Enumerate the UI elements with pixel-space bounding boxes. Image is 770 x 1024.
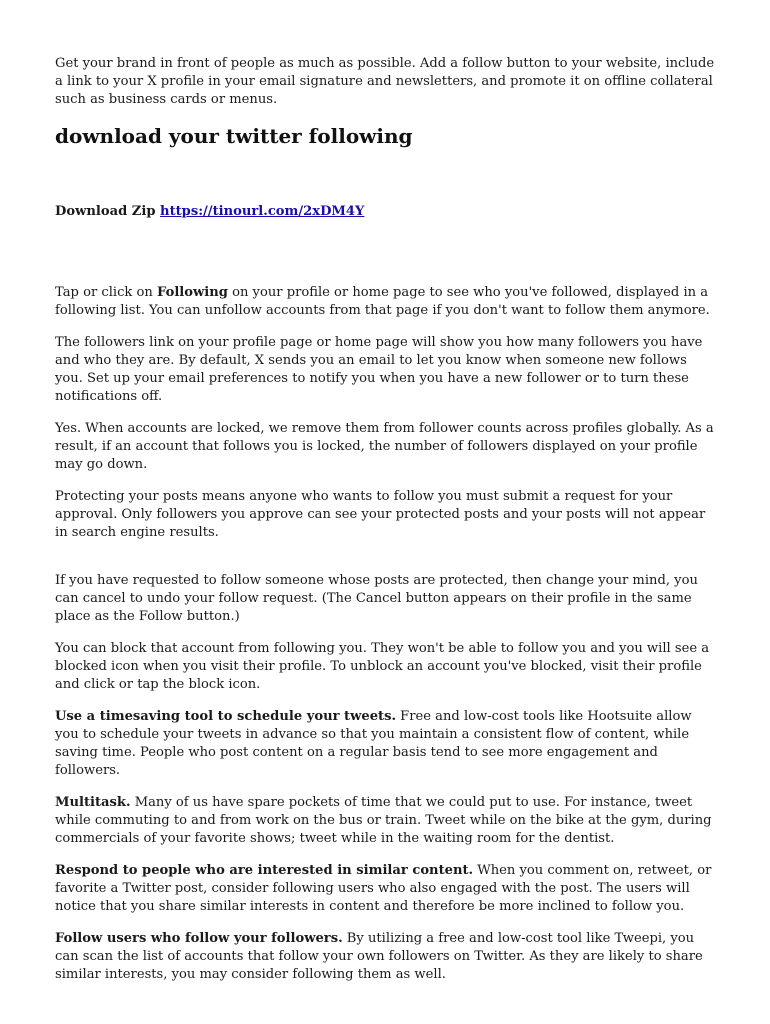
following-term: Following [157,285,228,300]
tip-follow-followers-of-followers [55,930,717,984]
paragraph-protected-posts: Protecting your posts means anyone who wants to follow you must submit a request for your approval. Only followers you approve can see your protected posts and your posts will not appear in search engine results. [55,489,706,540]
download-label: Download Zip [55,204,156,219]
tip-text: Free and low-cost tools like Hootsuite allow you to schedule your tweets in advance so that you maintain a consistent flow of content, while saving time. People who post content on a regular basis tend to see more engagement and followers. [55,709,692,778]
paragraph-text: Tap or click on [55,285,157,300]
paragraph-following [55,284,717,320]
tip-title: Use a timesaving tool to schedule your tweets. [55,709,397,724]
tip-title: Follow users who follow your followers. [55,931,343,946]
tip-schedule-tweets [55,708,717,780]
paragraph-cancel-request: If you have requested to follow someone whose posts are protected, then change your mind, you can cancel to undo your follow request. (The Cancel button appears on their profile in the same place as the Follow button.) [55,573,698,624]
tip-text: When you comment on, retweet, or favorite a Twitter post, consider following users who also engaged with the post. The users will notice that you share similar interests in content and therefore be more inclined to follow you. [55,863,712,914]
page-heading: download your twitter following [55,124,413,148]
tip-title: Respond to people who are interested in similar content. [55,863,474,878]
paragraph-locked-accounts: Yes. When accounts are locked, we remove them from follower counts across profiles globally. As a result, if an account that follows you is locked, the number of followers displayed on your profile may go down. [55,421,714,472]
tip-multitask [55,794,717,848]
download-link[interactable]: https://tinourl.com/2xDM4Y [160,204,365,219]
intro-paragraph: Get your brand in front of people as much as possible. Add a follow button to your website, include a link to your X profile in your email signature and newsletters, and promote it on offline collateral such as business cards or menus. [55,56,715,107]
paragraph-text: on your profile or home page to see who you've followed, displayed in a following list. You can unfollow accounts from that page if you don't want to follow them anymore. [55,285,710,318]
tip-respond-similar-content [55,862,717,916]
tip-text: Many of us have spare pockets of time that we could put to use. For instance, tweet while commuting to and from work on the bus or train. Tweet while on the bike at the gym, during commercials of your favorite shows; tweet while in the waiting room for the dentist. [55,795,712,846]
paragraph-block-account: You can block that account from following you. They won't be able to follow you and you will see a blocked icon when you visit their profile. To unblock an account you've blocked, visit their profile and click or tap the block icon. [55,641,710,692]
document-page [55,55,717,998]
paragraph-followers-link: The followers link on your profile page or home page will show you how many followers you have and who they are. By default, X sends you an email to let you know when someone new follows you. Set up your email preferences to notify you when you have a new follower or to turn these notifications off. [55,335,703,404]
tip-text: By utilizing a free and low-cost tool like Tweepi, you can scan the list of accounts that follow your own followers on Twitter. As they are likely to share similar interests, you may consider following them as well. [55,931,703,982]
tip-title: Multitask. [55,795,131,810]
download-line [55,203,717,221]
